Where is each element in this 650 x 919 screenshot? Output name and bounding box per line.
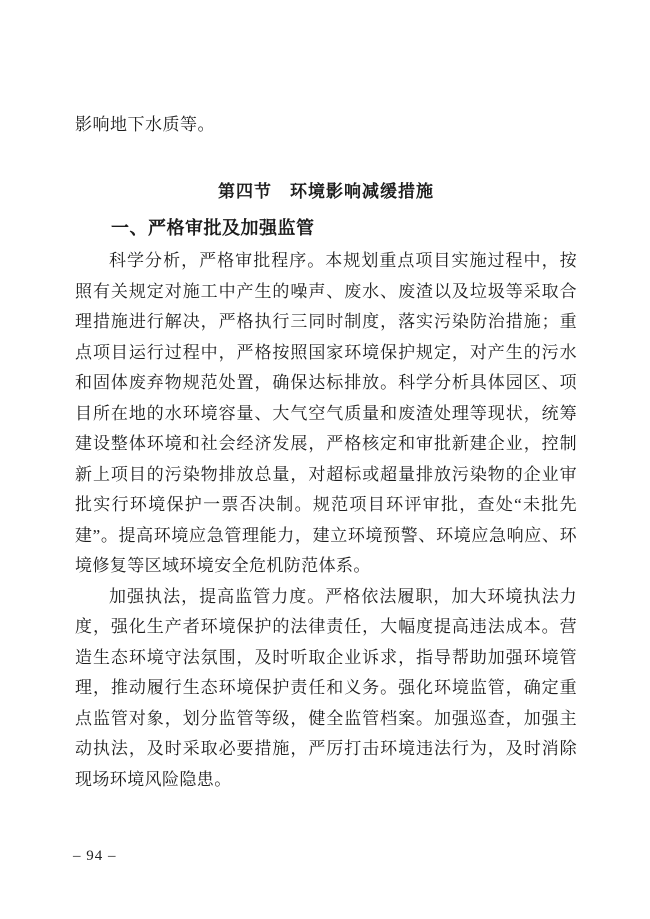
paragraph-2: 加强执法，提高监管力度。严格依法履职，加大环境执法力度，强化生产者环境保护的法律责任，大幅度提高违法成本。营造生态环境守法氛围，及时听取企业诉求，指导帮助加强环境管理，推动履行生态环境保护责任和义务。强化环境监管，确定重点监管对象，划分监管等级，健全监管档案。加强巡查，加强主动执法，及时采取必要措施，严厉打击环境违法行为，及时消除现场环境风险隐患。 <box>75 586 577 789</box>
subsection-title: 一、严格审批及加强监管 <box>111 218 315 238</box>
page-content <box>75 110 577 795</box>
intro-line: 影响地下水质等。 <box>75 115 215 134</box>
section-title: 第四节 环境影响减缓措施 <box>218 182 434 201</box>
paragraph-1: 科学分析，严格审批程序。本规划重点项目实施过程中，按照有关规定对施工中产生的噪声、废水、废渣以及垃圾等采取合理措施进行解决，严格执行三同时制度，落实污染防治措施；重点项目运行过程中，严格按照国家环境保护规定，对产生的污水和固体废弃物规范处置，确保达标排放。科学分析具体园区、项目所在地的水环境容量、大气空气质量和废渣处理等现状，统筹建设整体环境和社会经济发展，严格核定和审批新建企业，控制新上项目的污染物排放总量，对超标或超量排放污染物的企业审批实行环境保护一票否决制。规范项目环评审批，查处“未批先建”。提高环境应急管理能力，建立环境预警、环境应急响应、环境修复等区域环境安全危机防范体系。 <box>75 251 577 575</box>
page-number: – 94 – <box>73 848 117 864</box>
